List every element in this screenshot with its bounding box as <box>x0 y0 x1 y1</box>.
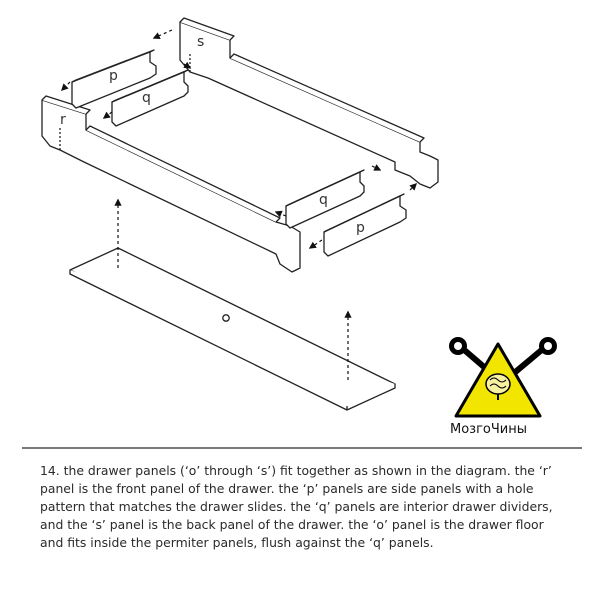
logo-text: МозгоЧины <box>450 422 527 437</box>
label-q-left: q <box>142 90 151 106</box>
divider <box>22 447 582 449</box>
label-s: s <box>197 34 205 50</box>
caption-text: 14. the drawer panels (‘o’ through ‘s’) fit together as shown in the diagram. the ‘r’ panel is the front panel of the drawer. the ‘p’ panels are side panels with a hole pattern that matches the drawer slides. the ‘q’ panels are interior drawer dividers, and the ‘s’ panel is the back panel of the drawer. the ‘o’ panel is the drawer floor and fits inside the permiter panels, flush against the ‘q’ panels. <box>40 463 553 550</box>
label-q-right: q <box>319 192 328 208</box>
label-p-right: p <box>356 220 365 236</box>
panel-r <box>42 96 300 272</box>
triangle-wrench-brain-icon <box>449 337 557 416</box>
panel-s <box>180 18 438 188</box>
label-r: r <box>60 112 66 128</box>
panel-o-floor <box>70 248 395 410</box>
label-p-left: p <box>109 68 118 84</box>
